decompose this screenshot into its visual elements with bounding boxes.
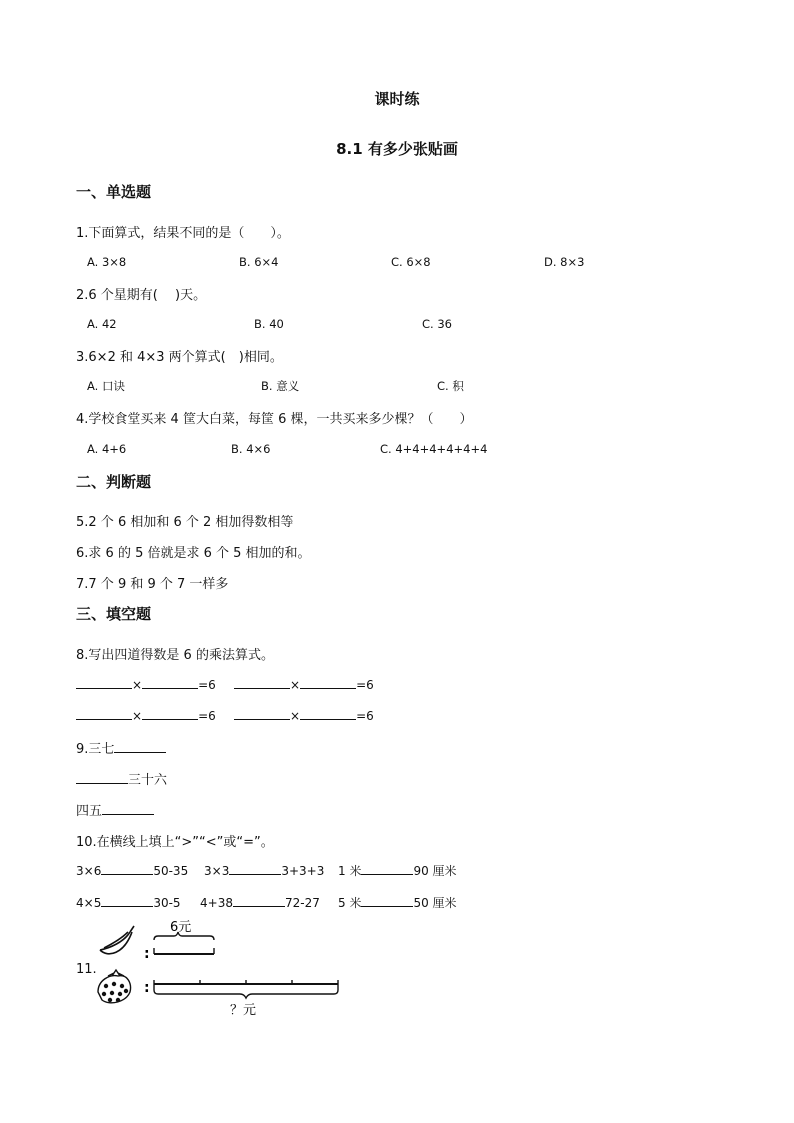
answer-blank[interactable] (142, 676, 198, 689)
q10-compare-2: 3×3 3+3+3 (204, 864, 325, 878)
question-8: 8.写出四道得数是 6 的乘法算式。 (76, 648, 274, 663)
answer-blank[interactable] (300, 707, 356, 720)
q3-option-b: B. 意义 (261, 379, 300, 393)
q2-option-a: A. 42 (87, 317, 117, 331)
q8-equation-3: × =6 (76, 707, 216, 723)
answer-blank[interactable] (76, 771, 128, 784)
q8-equation-1: × =6 (76, 676, 216, 692)
q10-compare-5: 4+38 72-27 (200, 896, 320, 910)
answer-blank[interactable] (361, 894, 413, 907)
q4-option-c: C. 4+4+4+4+4+4 (380, 442, 488, 456)
section-heading-true-false: 二、判断题 (76, 473, 152, 491)
answer-blank[interactable] (234, 707, 290, 720)
banana-price-bar (154, 932, 214, 954)
answer-blank[interactable] (76, 707, 132, 720)
q8-equation-4: × =6 (234, 707, 374, 723)
question-2: 2.6 个星期有( )天。 (76, 288, 207, 303)
banana-icon (100, 926, 134, 954)
question-9-line-1: 9.三七 (76, 738, 166, 757)
question-11-number: 11. (76, 962, 97, 977)
q2-option-b: B. 40 (254, 317, 284, 331)
answer-blank[interactable] (114, 740, 166, 753)
answer-blank[interactable] (102, 802, 154, 815)
q1-option-b: B. 6×4 (239, 255, 279, 269)
q1-option-d: D. 8×3 (544, 255, 585, 269)
q8-equation-2: × =6 (234, 676, 374, 692)
answer-blank[interactable] (142, 707, 198, 720)
answer-blank[interactable] (300, 676, 356, 689)
q10-compare-6: 5 米 50 厘米 (338, 896, 457, 910)
answer-blank[interactable] (229, 862, 281, 875)
question-5: 5.2 个 6 相加和 6 个 2 相加得数相等 (76, 515, 294, 530)
strawberry-icon (98, 970, 131, 1003)
q3-option-c: C. 积 (437, 379, 464, 393)
q4-option-b: B. 4×6 (231, 442, 271, 456)
section-heading-single-choice: 一、单选题 (76, 183, 152, 201)
page-title: 课时练 (374, 90, 420, 108)
question-6: 6.求 6 的 5 倍就是求 6 个 5 相加的和。 (76, 546, 311, 561)
answer-blank[interactable] (76, 676, 132, 689)
strawberry-price-bar (154, 980, 338, 998)
section-heading-fill-blank: 三、填空题 (76, 605, 152, 623)
question-7: 7.7 个 9 和 9 个 7 一样多 (76, 577, 229, 592)
question-9-line-2: 三十六 (76, 769, 167, 788)
q4-option-a: A. 4+6 (87, 442, 127, 456)
q11-colon-strawberry: : (144, 980, 150, 996)
strawberry-price-label: ？元 (230, 1003, 257, 1018)
question-4: 4.学校食堂买来 4 筐大白菜，每筐 6 棵，一共买来多少棵？（ ） (76, 412, 473, 427)
q1-option-a: A. 3×8 (87, 255, 127, 269)
q2-option-c: C. 36 (422, 317, 452, 331)
banana-price-label: 6元 (170, 920, 192, 935)
page-subtitle: 8.1 有多少张贴画 (336, 140, 458, 158)
q10-compare-3: 1 米 90 厘米 (338, 864, 457, 878)
answer-blank[interactable] (101, 862, 153, 875)
answer-blank[interactable] (101, 894, 153, 907)
answer-blank[interactable] (233, 894, 285, 907)
answer-blank[interactable] (361, 862, 413, 875)
q10-compare-1: 3×6 50-35 (76, 864, 189, 878)
q11-colon-banana: : (144, 946, 150, 962)
question-3: 3.6×2 和 4×3 两个算式( )相同。 (76, 350, 283, 365)
q1-option-c: C. 6×8 (391, 255, 431, 269)
question-1: 1.下面算式，结果不同的是（ ）。 (76, 226, 290, 241)
question-9-line-3: 四五 (76, 800, 154, 819)
question-10: 10.在横线上填上“>”“<”或“=”。 (76, 835, 274, 850)
q3-option-a: A. 口诀 (87, 379, 125, 393)
q11-diagram (90, 918, 360, 1020)
q10-compare-4: 4×5 30-5 (76, 896, 181, 910)
answer-blank[interactable] (234, 676, 290, 689)
